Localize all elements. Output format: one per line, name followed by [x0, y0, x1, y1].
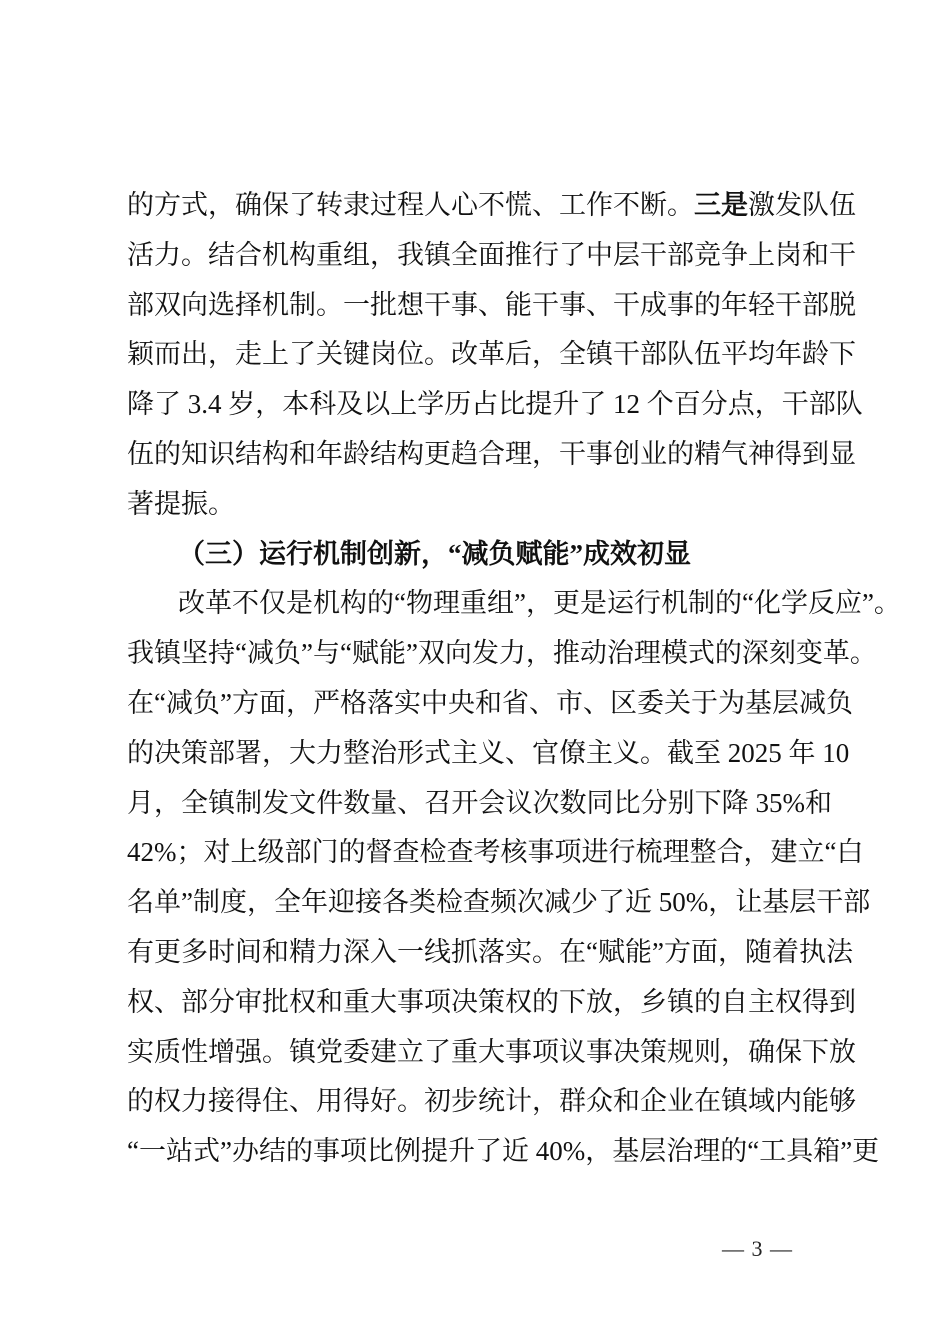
- document-body: [127, 181, 901, 1177]
- text-line: 活力。结合机构重组，我镇全面推行了中层干部竞争上岗和干: [127, 239, 856, 270]
- text-line: 的决策部署，大力整治形式主义、官僚主义。截至 2025 年 10: [127, 737, 850, 768]
- text-line: 权、部分审批权和重大事项决策权的下放，乡镇的自主权得到: [127, 986, 856, 1017]
- bold-lead-text: 三是: [694, 190, 748, 220]
- text-line: 我镇坚持“减负”与“赋能”双向发力，推动治理模式的深刻变革。: [127, 638, 877, 669]
- text-line: 改革不仅是机构的“物理重组”，更是运行机制的“化学反应”。: [178, 588, 901, 619]
- section-heading: （三）运行机制创新，“减负赋能”成效初显: [178, 538, 691, 569]
- text-line: 名单”制度，全年迎接各类检查频次减少了近 50%，让基层干部: [127, 887, 871, 918]
- text-line: 的权力接得住、用得好。初步统计，群众和企业在镇域内能够: [127, 1086, 856, 1117]
- text-line: [127, 181, 856, 231]
- text-line: 部双向选择机制。一批想干事、能干事、干成事的年轻干部脱: [127, 289, 856, 320]
- text-segment: 的方式，确保了转隶过程人心不慌、工作不断。: [127, 190, 694, 220]
- text-line: 月，全镇制发文件数量、召开会议次数同比分别下降 35%和: [127, 787, 832, 818]
- text-line: 实质性增强。镇党委建立了重大事项议事决策规则，确保下放: [127, 1036, 856, 1067]
- text-segment: 激发队伍: [748, 190, 856, 220]
- text-line: 颖而出，走上了关键岗位。改革后，全镇干部队伍平均年龄下: [127, 339, 856, 370]
- text-line: 著提振。: [127, 488, 235, 519]
- page-number: — 3 —: [722, 1236, 793, 1261]
- text-line: “一站式”办结的事项比例提升了近 40%，基层治理的“工具箱”更: [127, 1136, 880, 1167]
- text-line: 伍的知识结构和年龄结构更趋合理，干事创业的精气神得到显: [127, 438, 856, 469]
- text-line: 降了 3.4 岁，本科及以上学历占比提升了 12 个百分点，干部队: [127, 389, 863, 420]
- text-line: 42%；对上级部门的督查检查考核事项进行梳理整合，建立“白: [127, 837, 864, 868]
- text-line: 在“减负”方面，严格落实中央和省、市、区委关于为基层减负: [127, 687, 853, 718]
- text-line: 有更多时间和精力深入一线抓落实。在“赋能”方面，随着执法: [127, 936, 853, 967]
